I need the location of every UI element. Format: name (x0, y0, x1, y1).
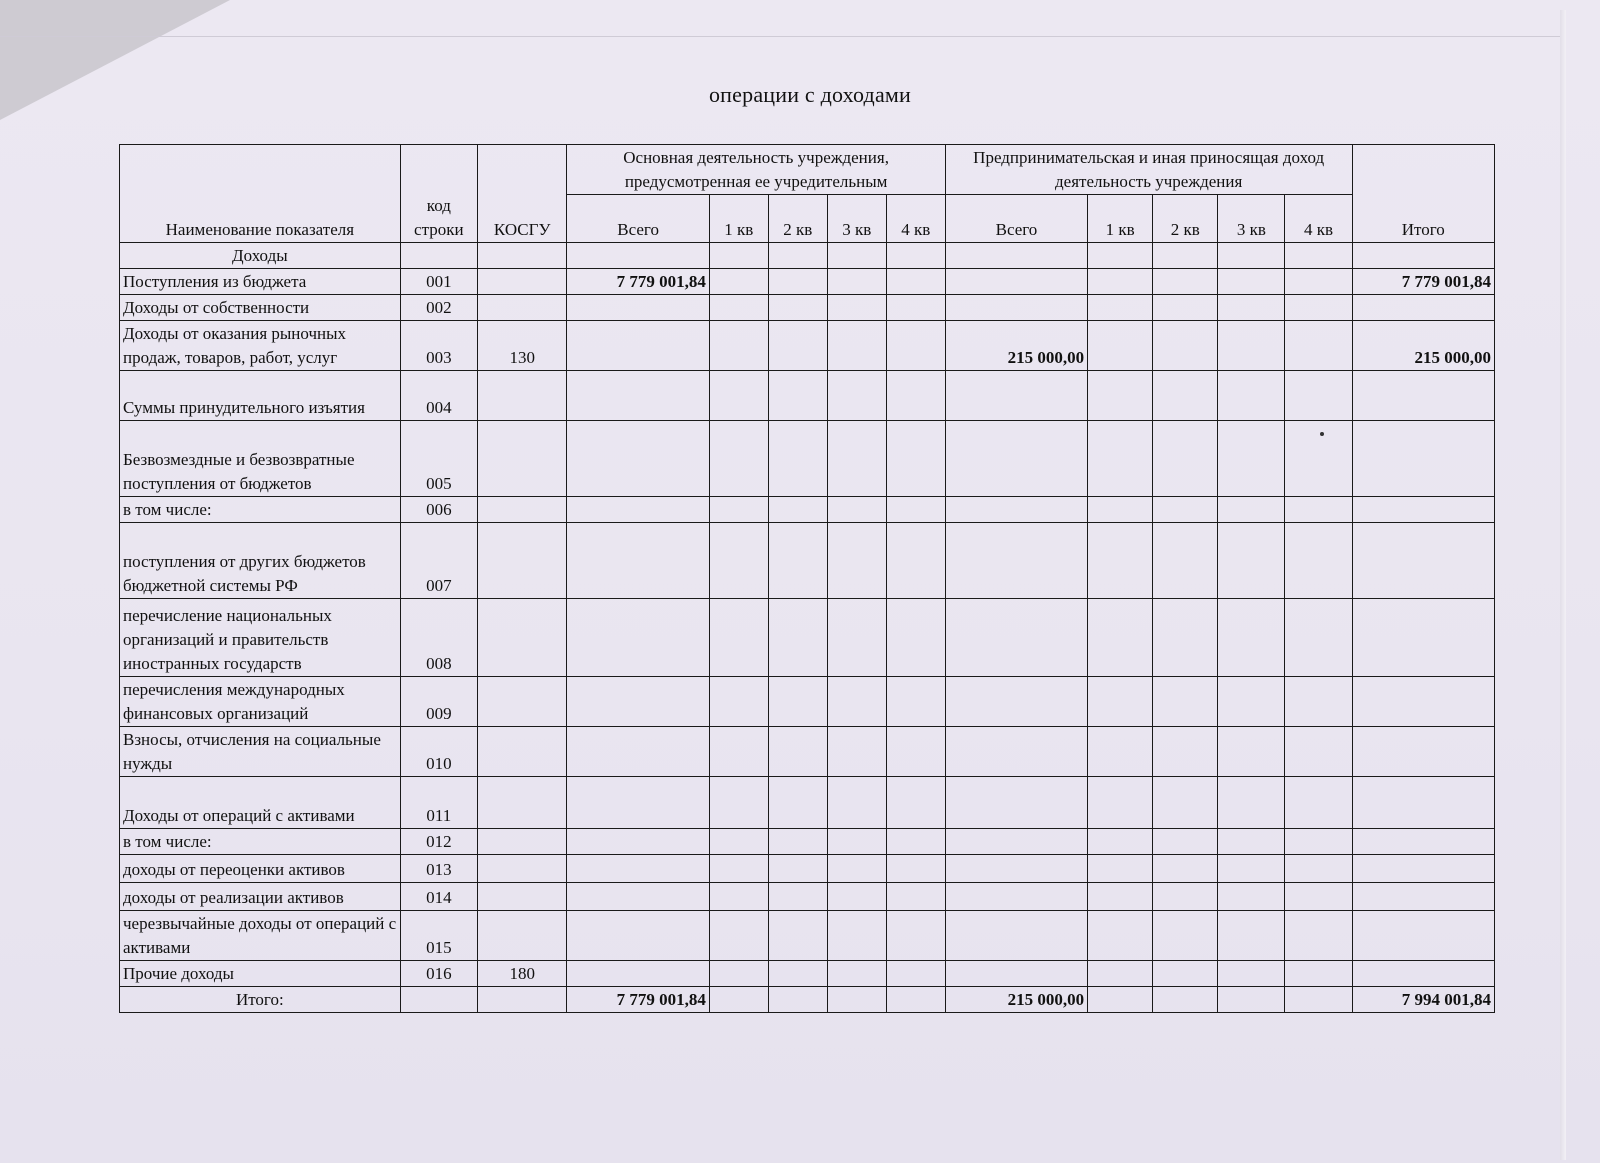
row-main-q3 (827, 599, 886, 677)
header-main-q4: 4 кв (886, 195, 945, 243)
row-main-q1 (709, 911, 768, 961)
row-main-q2 (768, 523, 827, 599)
header-name: Наименование показателя (120, 145, 401, 243)
row-kosgu: 180 (477, 961, 566, 987)
row-biz-all (945, 829, 1087, 855)
row-biz-all (945, 883, 1087, 911)
row-biz-all (945, 961, 1087, 987)
row-main-q4 (886, 961, 945, 987)
row-biz-q4 (1285, 777, 1352, 829)
row-main-q2 (768, 421, 827, 497)
row-biz-q2 (1153, 855, 1218, 883)
row-kosgu: 130 (477, 321, 566, 371)
row-total (1352, 855, 1494, 883)
totals-label: Итого: (120, 987, 401, 1013)
row-main-all (567, 421, 709, 497)
row-main-q3 (827, 911, 886, 961)
row-code: 016 (400, 961, 477, 987)
row-main-q4 (886, 727, 945, 777)
row-biz-q3 (1218, 421, 1285, 497)
row-biz-q3 (1218, 321, 1285, 371)
row-total (1352, 727, 1494, 777)
table-row (120, 961, 1495, 987)
row-biz-q3 (1218, 911, 1285, 961)
row-biz-q2 (1153, 269, 1218, 295)
row-biz-q1 (1088, 911, 1153, 961)
row-biz-q2 (1153, 883, 1218, 911)
row-biz-q1 (1088, 599, 1153, 677)
row-name: Взносы, отчисления на социальные нужды (120, 727, 401, 777)
row-kosgu (477, 855, 566, 883)
page-edge (0, 36, 1560, 37)
row-main-q2 (768, 911, 827, 961)
table-row (120, 911, 1495, 961)
row-main-q2 (768, 777, 827, 829)
row-name: черезвычайные доходы от операций с активами (120, 911, 401, 961)
row-biz-q1 (1088, 523, 1153, 599)
row-main-q4 (886, 371, 945, 421)
row-main-q3 (827, 961, 886, 987)
row-main-q1 (709, 295, 768, 321)
row-total (1352, 961, 1494, 987)
row-main-q4 (886, 677, 945, 727)
row-biz-q3 (1218, 777, 1285, 829)
row-biz-q1 (1088, 777, 1153, 829)
row-name: перечисления международных финансовых организаций (120, 677, 401, 727)
table-row (120, 295, 1495, 321)
row-biz-q3 (1218, 677, 1285, 727)
row-biz-q4 (1285, 421, 1352, 497)
row-name: Прочие доходы (120, 961, 401, 987)
row-main-q4 (886, 599, 945, 677)
row-biz-q1 (1088, 421, 1153, 497)
row-main-all (567, 961, 709, 987)
row-total: 7 779 001,84 (1352, 269, 1494, 295)
row-biz-all (945, 727, 1087, 777)
row-main-q2 (768, 295, 827, 321)
row-biz-all: 215 000,00 (945, 321, 1087, 371)
row-biz-q1 (1088, 829, 1153, 855)
row-total (1352, 523, 1494, 599)
row-total (1352, 497, 1494, 523)
table-row (120, 883, 1495, 911)
row-kosgu (477, 677, 566, 727)
row-kosgu (477, 727, 566, 777)
row-code: 004 (400, 371, 477, 421)
row-biz-all (945, 497, 1087, 523)
row-code: 015 (400, 911, 477, 961)
row-main-q1 (709, 677, 768, 727)
row-biz-q4 (1285, 321, 1352, 371)
row-code: 010 (400, 727, 477, 777)
row-biz-q1 (1088, 883, 1153, 911)
income-table (119, 144, 1495, 1013)
row-biz-all (945, 777, 1087, 829)
row-biz-q4 (1285, 961, 1352, 987)
row-biz-q2 (1153, 421, 1218, 497)
header-row-1 (120, 145, 1495, 195)
row-main-q1 (709, 371, 768, 421)
row-code: 003 (400, 321, 477, 371)
row-biz-q1 (1088, 677, 1153, 727)
row-main-q1 (709, 961, 768, 987)
row-kosgu (477, 777, 566, 829)
row-name: Доходы от оказания рыночных продаж, товаров, работ, услуг (120, 321, 401, 371)
row-main-q3 (827, 269, 886, 295)
row-biz-q3 (1218, 599, 1285, 677)
row-kosgu (477, 599, 566, 677)
row-main-q2 (768, 599, 827, 677)
row-total (1352, 777, 1494, 829)
row-name: в том числе: (120, 497, 401, 523)
totals-row (120, 987, 1495, 1013)
row-total (1352, 911, 1494, 961)
row-main-all (567, 321, 709, 371)
row-biz-all (945, 599, 1087, 677)
row-biz-q1 (1088, 727, 1153, 777)
header-main-all: Всего (567, 195, 709, 243)
row-code: 012 (400, 829, 477, 855)
row-biz-q3 (1218, 497, 1285, 523)
row-biz-q3 (1218, 371, 1285, 421)
row-biz-q1 (1088, 371, 1153, 421)
row-main-q3 (827, 727, 886, 777)
row-biz-q1 (1088, 855, 1153, 883)
row-main-q1 (709, 727, 768, 777)
header-biz-q4: 4 кв (1285, 195, 1352, 243)
row-biz-q3 (1218, 829, 1285, 855)
row-total (1352, 829, 1494, 855)
row-kosgu (477, 269, 566, 295)
row-main-q1 (709, 421, 768, 497)
row-main-q2 (768, 321, 827, 371)
row-main-all (567, 599, 709, 677)
row-biz-q2 (1153, 295, 1218, 321)
header-kosgu: КОСГУ (477, 145, 566, 243)
row-main-q4 (886, 777, 945, 829)
row-main-q2 (768, 269, 827, 295)
row-kosgu (477, 911, 566, 961)
row-biz-q4 (1285, 883, 1352, 911)
row-name: Суммы принудительного изъятия (120, 371, 401, 421)
row-main-q4 (886, 829, 945, 855)
row-biz-q4 (1285, 727, 1352, 777)
row-name: Поступления из бюджета (120, 269, 401, 295)
row-biz-q3 (1218, 855, 1285, 883)
row-kosgu (477, 829, 566, 855)
row-total (1352, 421, 1494, 497)
row-biz-q2 (1153, 497, 1218, 523)
row-biz-q1 (1088, 321, 1153, 371)
row-biz-q2 (1153, 777, 1218, 829)
row-biz-q4 (1285, 371, 1352, 421)
scan-speck (1320, 432, 1324, 436)
row-main-q2 (768, 497, 827, 523)
row-main-q1 (709, 829, 768, 855)
row-biz-q2 (1153, 321, 1218, 371)
header-biz-q3: 3 кв (1218, 195, 1285, 243)
row-main-q4 (886, 911, 945, 961)
row-biz-q4 (1285, 295, 1352, 321)
row-main-q1 (709, 497, 768, 523)
row-kosgu (477, 295, 566, 321)
row-biz-q3 (1218, 883, 1285, 911)
row-biz-all (945, 371, 1087, 421)
row-name: перечисление национальных организаций и правительств иностранных государств (120, 599, 401, 677)
row-biz-q2 (1153, 599, 1218, 677)
row-main-all (567, 911, 709, 961)
row-main-q3 (827, 677, 886, 727)
row-main-all (567, 883, 709, 911)
row-main-q2 (768, 727, 827, 777)
table-row (120, 497, 1495, 523)
row-biz-q4 (1285, 855, 1352, 883)
row-biz-q3 (1218, 295, 1285, 321)
row-main-q2 (768, 829, 827, 855)
row-biz-q1 (1088, 295, 1153, 321)
row-main-q3 (827, 883, 886, 911)
row-biz-q3 (1218, 961, 1285, 987)
row-kosgu (477, 371, 566, 421)
row-main-q4 (886, 855, 945, 883)
row-main-q4 (886, 321, 945, 371)
row-total (1352, 371, 1494, 421)
header-total: Итого (1352, 145, 1494, 243)
row-code: 014 (400, 883, 477, 911)
row-biz-all (945, 911, 1087, 961)
row-biz-q4 (1285, 269, 1352, 295)
row-main-q1 (709, 523, 768, 599)
row-biz-q2 (1153, 523, 1218, 599)
row-code: 002 (400, 295, 477, 321)
row-biz-all (945, 855, 1087, 883)
row-biz-q4 (1285, 523, 1352, 599)
header-biz-q2: 2 кв (1153, 195, 1218, 243)
row-total (1352, 677, 1494, 727)
row-main-q4 (886, 497, 945, 523)
row-main-all (567, 777, 709, 829)
table-row (120, 599, 1495, 677)
row-main-q4 (886, 523, 945, 599)
row-kosgu (477, 523, 566, 599)
table-row (120, 829, 1495, 855)
row-main-q1 (709, 599, 768, 677)
row-biz-q4 (1285, 677, 1352, 727)
row-biz-all (945, 523, 1087, 599)
row-biz-q1 (1088, 961, 1153, 987)
row-name: Доходы от операций с активами (120, 777, 401, 829)
row-main-all (567, 497, 709, 523)
table-row (120, 321, 1495, 371)
row-main-q3 (827, 523, 886, 599)
header-biz-all: Всего (945, 195, 1087, 243)
row-main-q1 (709, 855, 768, 883)
totals-total: 7 994 001,84 (1352, 987, 1494, 1013)
row-main-q3 (827, 777, 886, 829)
row-main-q2 (768, 961, 827, 987)
row-biz-q4 (1285, 599, 1352, 677)
row-main-q3 (827, 497, 886, 523)
row-main-all (567, 727, 709, 777)
row-biz-q2 (1153, 727, 1218, 777)
table-row (120, 855, 1495, 883)
row-code: 001 (400, 269, 477, 295)
row-main-q3 (827, 321, 886, 371)
row-biz-q1 (1088, 497, 1153, 523)
table-row (120, 421, 1495, 497)
row-main-q2 (768, 677, 827, 727)
row-main-all (567, 829, 709, 855)
row-biz-q4 (1285, 911, 1352, 961)
row-main-q2 (768, 883, 827, 911)
row-main-q4 (886, 421, 945, 497)
row-total (1352, 295, 1494, 321)
row-biz-q2 (1153, 829, 1218, 855)
row-kosgu (477, 421, 566, 497)
row-total (1352, 599, 1494, 677)
row-biz-q3 (1218, 269, 1285, 295)
row-main-q1 (709, 269, 768, 295)
row-code: 005 (400, 421, 477, 497)
row-biz-all (945, 421, 1087, 497)
row-main-all (567, 523, 709, 599)
row-biz-q2 (1153, 371, 1218, 421)
row-name: доходы от переоценки активов (120, 855, 401, 883)
table-row (120, 727, 1495, 777)
row-main-q4 (886, 269, 945, 295)
row-code: 013 (400, 855, 477, 883)
header-main-activity: Основная деятельность учреждения, предусмотренная ее учредительным (567, 145, 945, 195)
row-code: 006 (400, 497, 477, 523)
row-biz-q1 (1088, 269, 1153, 295)
row-name: Безвозмездные и безвозвратные поступления от бюджетов (120, 421, 401, 497)
document-title: операции с доходами (708, 82, 911, 107)
row-main-q3 (827, 829, 886, 855)
table-row (120, 677, 1495, 727)
row-biz-all (945, 677, 1087, 727)
row-biz-all (945, 295, 1087, 321)
row-biz-q2 (1153, 911, 1218, 961)
row-biz-q4 (1285, 497, 1352, 523)
row-biz-all (945, 269, 1087, 295)
row-biz-q4 (1285, 829, 1352, 855)
row-name: поступления от других бюджетов бюджетной системы РФ (120, 523, 401, 599)
row-main-q1 (709, 777, 768, 829)
header-main-q2: 2 кв (768, 195, 827, 243)
row-total (1352, 883, 1494, 911)
table-row (120, 777, 1495, 829)
row-main-q3 (827, 295, 886, 321)
row-main-q3 (827, 421, 886, 497)
header-main-q1: 1 кв (709, 195, 768, 243)
row-code: 009 (400, 677, 477, 727)
row-main-all (567, 677, 709, 727)
row-code: 011 (400, 777, 477, 829)
row-main-all (567, 371, 709, 421)
row-name: Доходы от собственности (120, 295, 401, 321)
row-biz-q3 (1218, 727, 1285, 777)
row-main-q4 (886, 883, 945, 911)
row-total: 215 000,00 (1352, 321, 1494, 371)
row-biz-q2 (1153, 677, 1218, 727)
row-name: в том числе: (120, 829, 401, 855)
row-kosgu (477, 497, 566, 523)
row-main-all (567, 295, 709, 321)
row-main-all (567, 855, 709, 883)
row-main-q4 (886, 295, 945, 321)
table-row (120, 371, 1495, 421)
row-main-q2 (768, 855, 827, 883)
row-kosgu (477, 883, 566, 911)
header-main-q3: 3 кв (827, 195, 886, 243)
row-code: 007 (400, 523, 477, 599)
totals-biz-all: 215 000,00 (945, 987, 1087, 1013)
row-main-all: 7 779 001,84 (567, 269, 709, 295)
section-row (120, 243, 1495, 269)
row-main-q1 (709, 321, 768, 371)
row-main-q3 (827, 371, 886, 421)
row-main-q3 (827, 855, 886, 883)
header-code: код строки (400, 145, 477, 243)
page-right-edge (1560, 10, 1566, 1160)
row-biz-q3 (1218, 523, 1285, 599)
table-row (120, 269, 1495, 295)
row-code: 008 (400, 599, 477, 677)
row-main-q2 (768, 371, 827, 421)
header-business-activity: Предпринимательская и иная приносящая доход деятельность учреждения (945, 145, 1352, 195)
row-name: доходы от реализации активов (120, 883, 401, 911)
totals-main-all: 7 779 001,84 (567, 987, 709, 1013)
header-biz-q1: 1 кв (1088, 195, 1153, 243)
row-biz-q2 (1153, 961, 1218, 987)
table-row (120, 523, 1495, 599)
row-main-q1 (709, 883, 768, 911)
section-title: Доходы (120, 243, 401, 269)
